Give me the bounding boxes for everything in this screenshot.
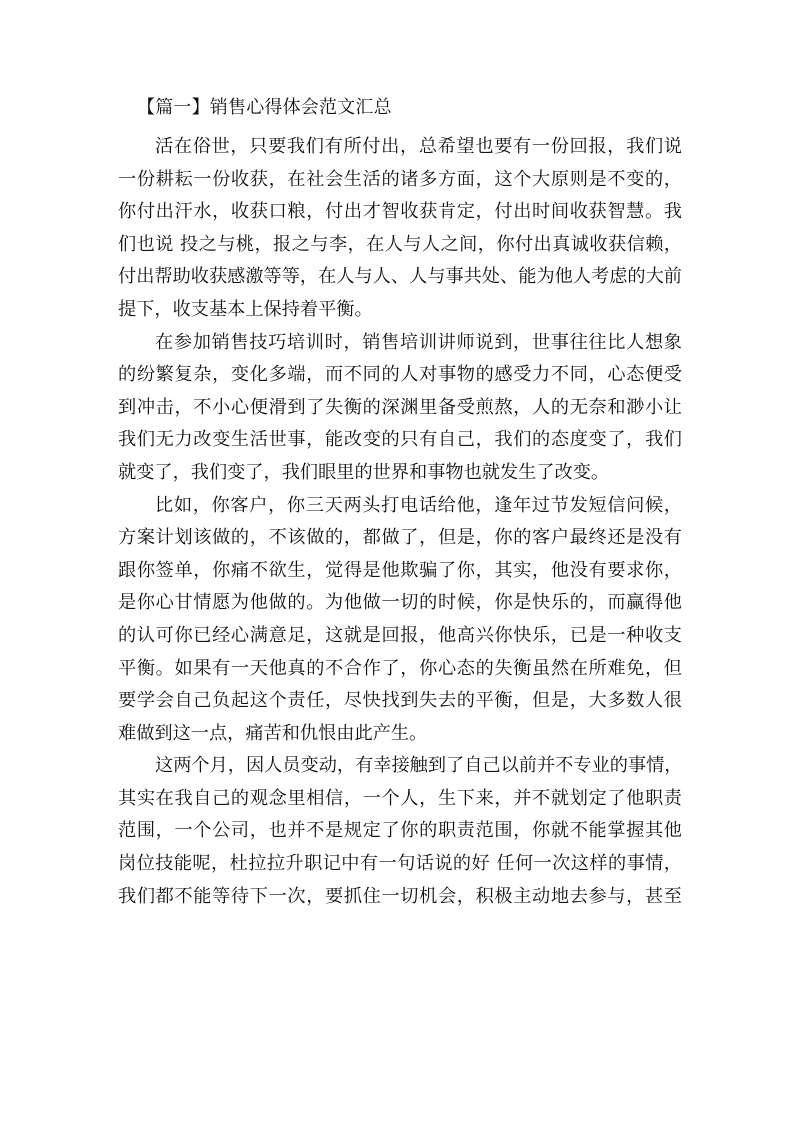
paragraph-line: 到冲击，不小心便滑到了失衡的深渊里备受煎熬，人的无奈和渺小让: [118, 396, 682, 418]
paragraph-line: 付出帮助收获感激等等，在人与人、人与事共处、能为他人考虑的大前: [118, 266, 682, 288]
paragraph-line: 比如，你客户，你三天两头打电话给他，逢年过节发短信问候，: [155, 494, 682, 516]
paragraph-line: 的纷繁复杂，变化多端，而不同的人对事物的感受力不同，心态便受: [118, 364, 682, 386]
paragraph-line: 其实在我自己的观念里相信，一个人，生下来，并不就划定了他职责: [118, 787, 682, 809]
paragraph-2: [118, 327, 682, 490]
paragraph-line: 难做到这一点，痛苦和仇恨由此产生。: [118, 722, 428, 744]
paragraph-line: 在参加销售技巧培训时，销售培训讲师说到，世事往往比人想象: [155, 331, 682, 353]
paragraph-line: 你付出汗水，收获口粮，付出才智收获肯定，付出时间收获智慧。我: [118, 201, 682, 223]
paragraph-line: 活在俗世，只要我们有所付出，总希望也要有一份回报，我们说: [155, 136, 682, 157]
paragraph-4: [118, 750, 682, 913]
paragraph-line: 跟你签单，你痛不欲生，觉得是他欺骗了你，其实，他没有要求你，: [118, 559, 682, 581]
paragraph-line: 要学会自己负起这个责任，尽快找到失去的平衡，但是，大多数人很: [118, 690, 682, 712]
paragraph-line: 们也说 投之与桃，报之与李，在人与人之间，你付出真诚收获信赖，: [118, 233, 682, 255]
paragraph-1: [118, 131, 682, 327]
paragraph-3: [118, 490, 682, 751]
paragraph-line: 的认可你已经心满意足，这就是回报，他高兴你快乐，已是一种收支: [118, 624, 682, 646]
document-body: [118, 92, 682, 913]
paragraph-line: 提下，收支基本上保持着平衡。: [118, 298, 373, 320]
paragraph-line: 我们无力改变生活世事，能改变的只有自己，我们的态度变了，我们: [118, 429, 682, 451]
paragraph-line: 就变了，我们变了，我们眼里的世界和事物也就发生了改变。: [118, 461, 610, 483]
paragraph-line: 岗位技能呢，杜拉拉升职记中有一句话说的好 任何一次这样的事情，: [118, 853, 682, 875]
paragraph-line: 方案计划该做的，不该做的，都做了，但是，你的客户最终还是没有: [118, 527, 682, 549]
paragraph-line: 平衡。如果有一天他真的不合作了，你心态的失衡虽然在所难免，但: [118, 657, 682, 679]
document-title: 【篇一】销售心得体会范文汇总: [137, 97, 392, 118]
paragraph-line: 是你心甘情愿为他做的。为他做一切的时候，你是快乐的，而赢得他: [118, 592, 682, 614]
paragraph-line: 这两个月，因人员变动，有幸接触到了自己以前并不专业的事情，: [155, 755, 683, 777]
paragraph-line: 我们都不能等待下一次，要抓住一切机会，积极主动地去参与，甚至: [118, 885, 682, 907]
paragraph-line: 范围，一个公司，也并不是规定了你的职责范围，你就不能掌握其他: [118, 820, 682, 842]
paragraph-line: 一份耕耘一份收获，在社会生活的诸多方面，这个大原则是不变的，: [118, 168, 682, 190]
